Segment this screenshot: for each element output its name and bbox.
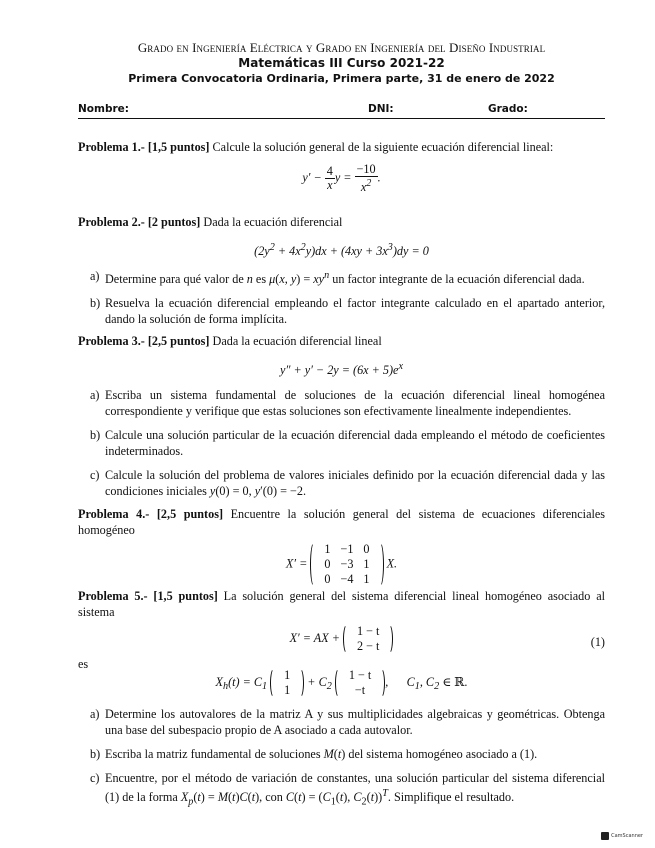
- header-divider: [78, 118, 605, 119]
- problem-1: [78, 139, 605, 194]
- problem-2-part-a: a) Determine para qué valor de n es μ(x, $y) = xy^n$ un factor integrante de la ecuación diferencial dada.: [90, 269, 585, 287]
- problem-3-points: [2,5 puntos]: [147, 334, 210, 348]
- problem-3-part-b: b) Calcule una solución particular de la ecuación diferencial dada empleando el método de coeficientes indeterminados.: [90, 428, 605, 459]
- problem-3-part-a: a) Escriba un sistema fundamental de soluciones de la ecuación diferencial lineal homogénea correspondiente y verifique que estas soluciones son efectivamente linealmente independientes.: [90, 388, 605, 419]
- problem-2: [78, 214, 605, 327]
- problem-1-title: Problema 1.-: [78, 140, 145, 154]
- camscanner-icon: [601, 832, 609, 840]
- problem-4-points: [2,5 puntos]: [156, 507, 224, 521]
- dni-label: DNI:: [368, 103, 394, 115]
- problem-4: [78, 506, 605, 587]
- problem-5-points: [1,5 puntos]: [153, 589, 218, 603]
- problem-4-matrix: 1 −1 0 0 −3 1 0 −4 1: [310, 542, 383, 587]
- problem-5-general-solution: $X_h(t) = C_1$ 1 1 + $C_2$ 1 − t −t , $C_1$, $C_2$ ∈ ℝ.: [215, 668, 468, 697]
- problem-2-text: Dada la ecuación diferencial: [203, 215, 343, 229]
- student-fields: [78, 101, 605, 119]
- grado-label: Grado:: [488, 103, 528, 115]
- problem-3-part-c: c) Calcule la solución del problema de valores iniciales definido por la ecuación diferencial dada y las condiciones iniciales y(0) = 0, y′(0) = −2.: [90, 468, 605, 499]
- problem-4-text: Encuentre la solución general del sistema de ecuaciones diferenciales homogéneo: [78, 507, 606, 537]
- document-header: [78, 40, 605, 119]
- problem-1-equation: y′ − $\frac{4}{x}$ y = $\frac{-10}{x^2}$ .: [302, 162, 381, 195]
- problem-2-equation: $(2y^2 + 4x^2y)dx + (4xy + 3x^3)dy = 0$: [254, 242, 429, 259]
- problem-5-title: Problema 5.-: [78, 589, 148, 603]
- problem-5-es: es: [78, 657, 89, 671]
- problem-2-title: Problema 2.-: [78, 215, 145, 229]
- problem-5-part-c: c) Encuentre, por el método de variación de constantes, una solución particular del sistema diferencial (1) de la forma $X_p(t) = M(t)C(t)$, con $C(t) = (C_1(t)$, $C_2(t))^T$. Simplifique el resultado.: [90, 771, 605, 808]
- problem-3-text: Dada la ecuación diferencial lineal: [212, 334, 382, 348]
- problem-1-text: Calcule la solución general de la siguiente ecuación diferencial lineal:: [212, 140, 554, 154]
- exam-subtitle: Primera Convocatoria Ordinaria, Primera parte, 31 de enero de 2022: [128, 72, 555, 85]
- problem-3-equation: $y'' + y' - 2y = (6x + 5)e^x$: [280, 361, 403, 378]
- problem-2-points: [2 puntos]: [147, 215, 201, 229]
- problem-4-equation: X′ = 1 −1 0 0 −3 1 0 −4 1 X.: [285, 542, 398, 586]
- problem-5-part-b: b) Escriba la matriz fundamental de soluciones M(t) del sistema homogéneo asociado a (1).: [90, 747, 538, 761]
- problem-5-part-a: a) Determine los autovalores de la matriz A y sus multiplicidades algebraicas y geométricas. Obtenga una base del subespacio propio de A asociado a cada autovalor.: [90, 707, 605, 737]
- problem-5-text: La solución general del sistema diferencial lineal homogéneo asociado al sistema: [78, 589, 605, 619]
- course-title: Matemáticas III Curso 2021-22: [238, 56, 445, 70]
- problem-1-points: [1,5 puntos]: [147, 140, 210, 154]
- problem-5: [78, 588, 605, 811]
- degree-line: Grado en Ingeniería Eléctrica y Grado en Ingeniería del Diseño Industrial: [137, 40, 546, 55]
- nombre-label: Nombre:: [78, 103, 129, 115]
- camscanner-watermark: CamScanner: [601, 832, 643, 840]
- problem-3: [78, 333, 605, 499]
- problem-4-title: Problema 4.-: [78, 507, 150, 521]
- problem-5-system: X′ = AX + 1 − t 2 − t (1): [289, 624, 605, 653]
- problem-2-part-b: b) Resuelva la ecuación diferencial empleando el factor integrante calculado en el apartado anterior, dando la solución de forma implícita.: [90, 296, 605, 327]
- problem-3-title: Problema 3.-: [78, 334, 145, 348]
- equation-number: (1): [590, 635, 605, 649]
